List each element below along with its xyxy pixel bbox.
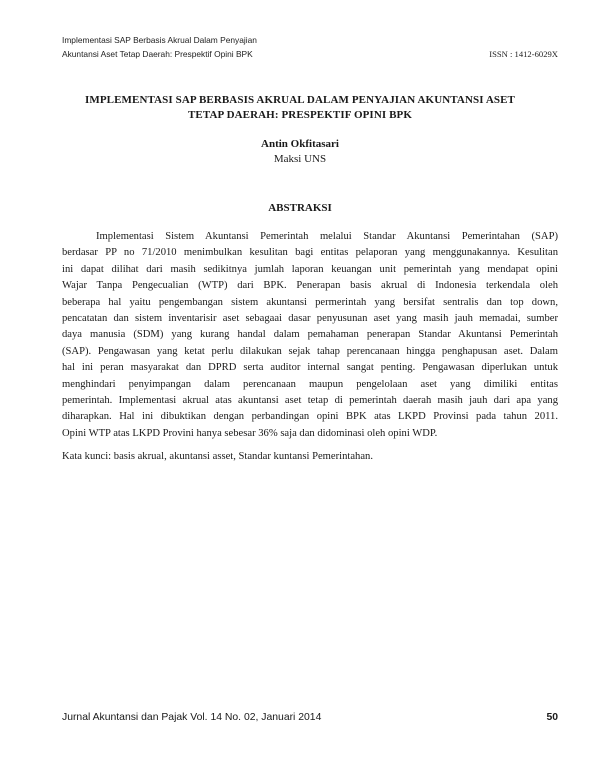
footer-journal-citation: Jurnal Akuntansi dan Pajak Vol. 14 No. 02, Januari 2014 [62,712,322,723]
paper-title-line-1: IMPLEMENTASI SAP BERBASIS AKRUAL DALAM PENYAJIAN AKUNTANSI ASET [85,94,515,106]
author-affiliation: Maksi UNS [273,153,327,165]
abstract-line: pemerintah. Implementasi akrual atas akuntansi aset tetap di pemerintah daerah masih jauh dari apa yang [62,394,558,406]
keywords: Kata kunci: basis akrual, akuntansi asset, Standar kuntansi Pemerintahan. [62,451,373,462]
running-head-line-1: Implementasi SAP Berbasis Akrual Dalam Penyajian [62,35,257,45]
abstract-line: diharapkan. Hal ini dibuktikan dengan perbandingan opini BPK atas LKPD Provinsi pada tahun 2011. [62,411,558,423]
abstract-line: (SAP). Pengawasan yang ketat perlu dilakukan sejak tahap perencanaan hingga penghapusan aset. Dalam [62,345,558,357]
paper-title [70,93,530,122]
abstract-line: Opini WTP atas LKPD Provini hanya sebesar 36% saja dan didominasi oleh opini WDP. [62,427,438,439]
abstract-line: ini dapat dilihat dari masih sedikitnya jumlah laporan keuangan unit pemerintah yang mendapat opini [62,263,558,275]
abstract-line: hal ini peran masyarakat dan DPRD serta auditor internal sangat penting. Pengawasan diperlukan untuk [62,362,558,374]
paper-title-line-2: TETAP DAERAH: PRESPEKTIF OPINI BPK [187,108,413,121]
page-number: 50 [546,712,558,723]
issn-label: ISSN : 1412-6029X [489,49,558,59]
abstract-line: Wajar Tanpa Pengecualian (WTP) dari BPK. Penerapan basis akrual di Indonesia terkendala oleh [62,280,558,292]
abstract-heading: ABSTRAKSI [268,202,332,214]
running-head-line-2: Akuntansi Aset Tetap Daerah: Prespektif Opini BPK [62,49,253,59]
author-name: Antin Okfitasari [261,138,339,150]
abstract-line: beberapa hal yaitu pengembangan sistem akuntansi permerintah yang bersifat sentralis dan top down, [62,296,558,308]
abstract-line: berdasar PP no 71/2010 menimbulkan kesulitan bagi entitas pelaporan yang menggunakannya. Kesulitan [62,247,558,259]
abstract-line: daya manusia (SDM) yang kurang handal dalam pemahaman penerapan Standar Akuntansi Pemerintah [62,329,558,341]
abstract-line: menghindari penyimpangan dalam perencanaan maupun pengelolaan aset yang dimiliki entitas [62,378,558,390]
abstract-line: Implementasi Sistem Akuntansi Pemerintah melalui Standar Akuntansi Pemerintahan (SAP) [96,231,558,242]
running-head [62,33,558,61]
abstract-body [62,229,558,442]
abstract-line: pencatatan dan sistem inventarisir aset sebagaai dasar penyusunan aset yang masih jauh memadai, sumber [62,312,558,324]
